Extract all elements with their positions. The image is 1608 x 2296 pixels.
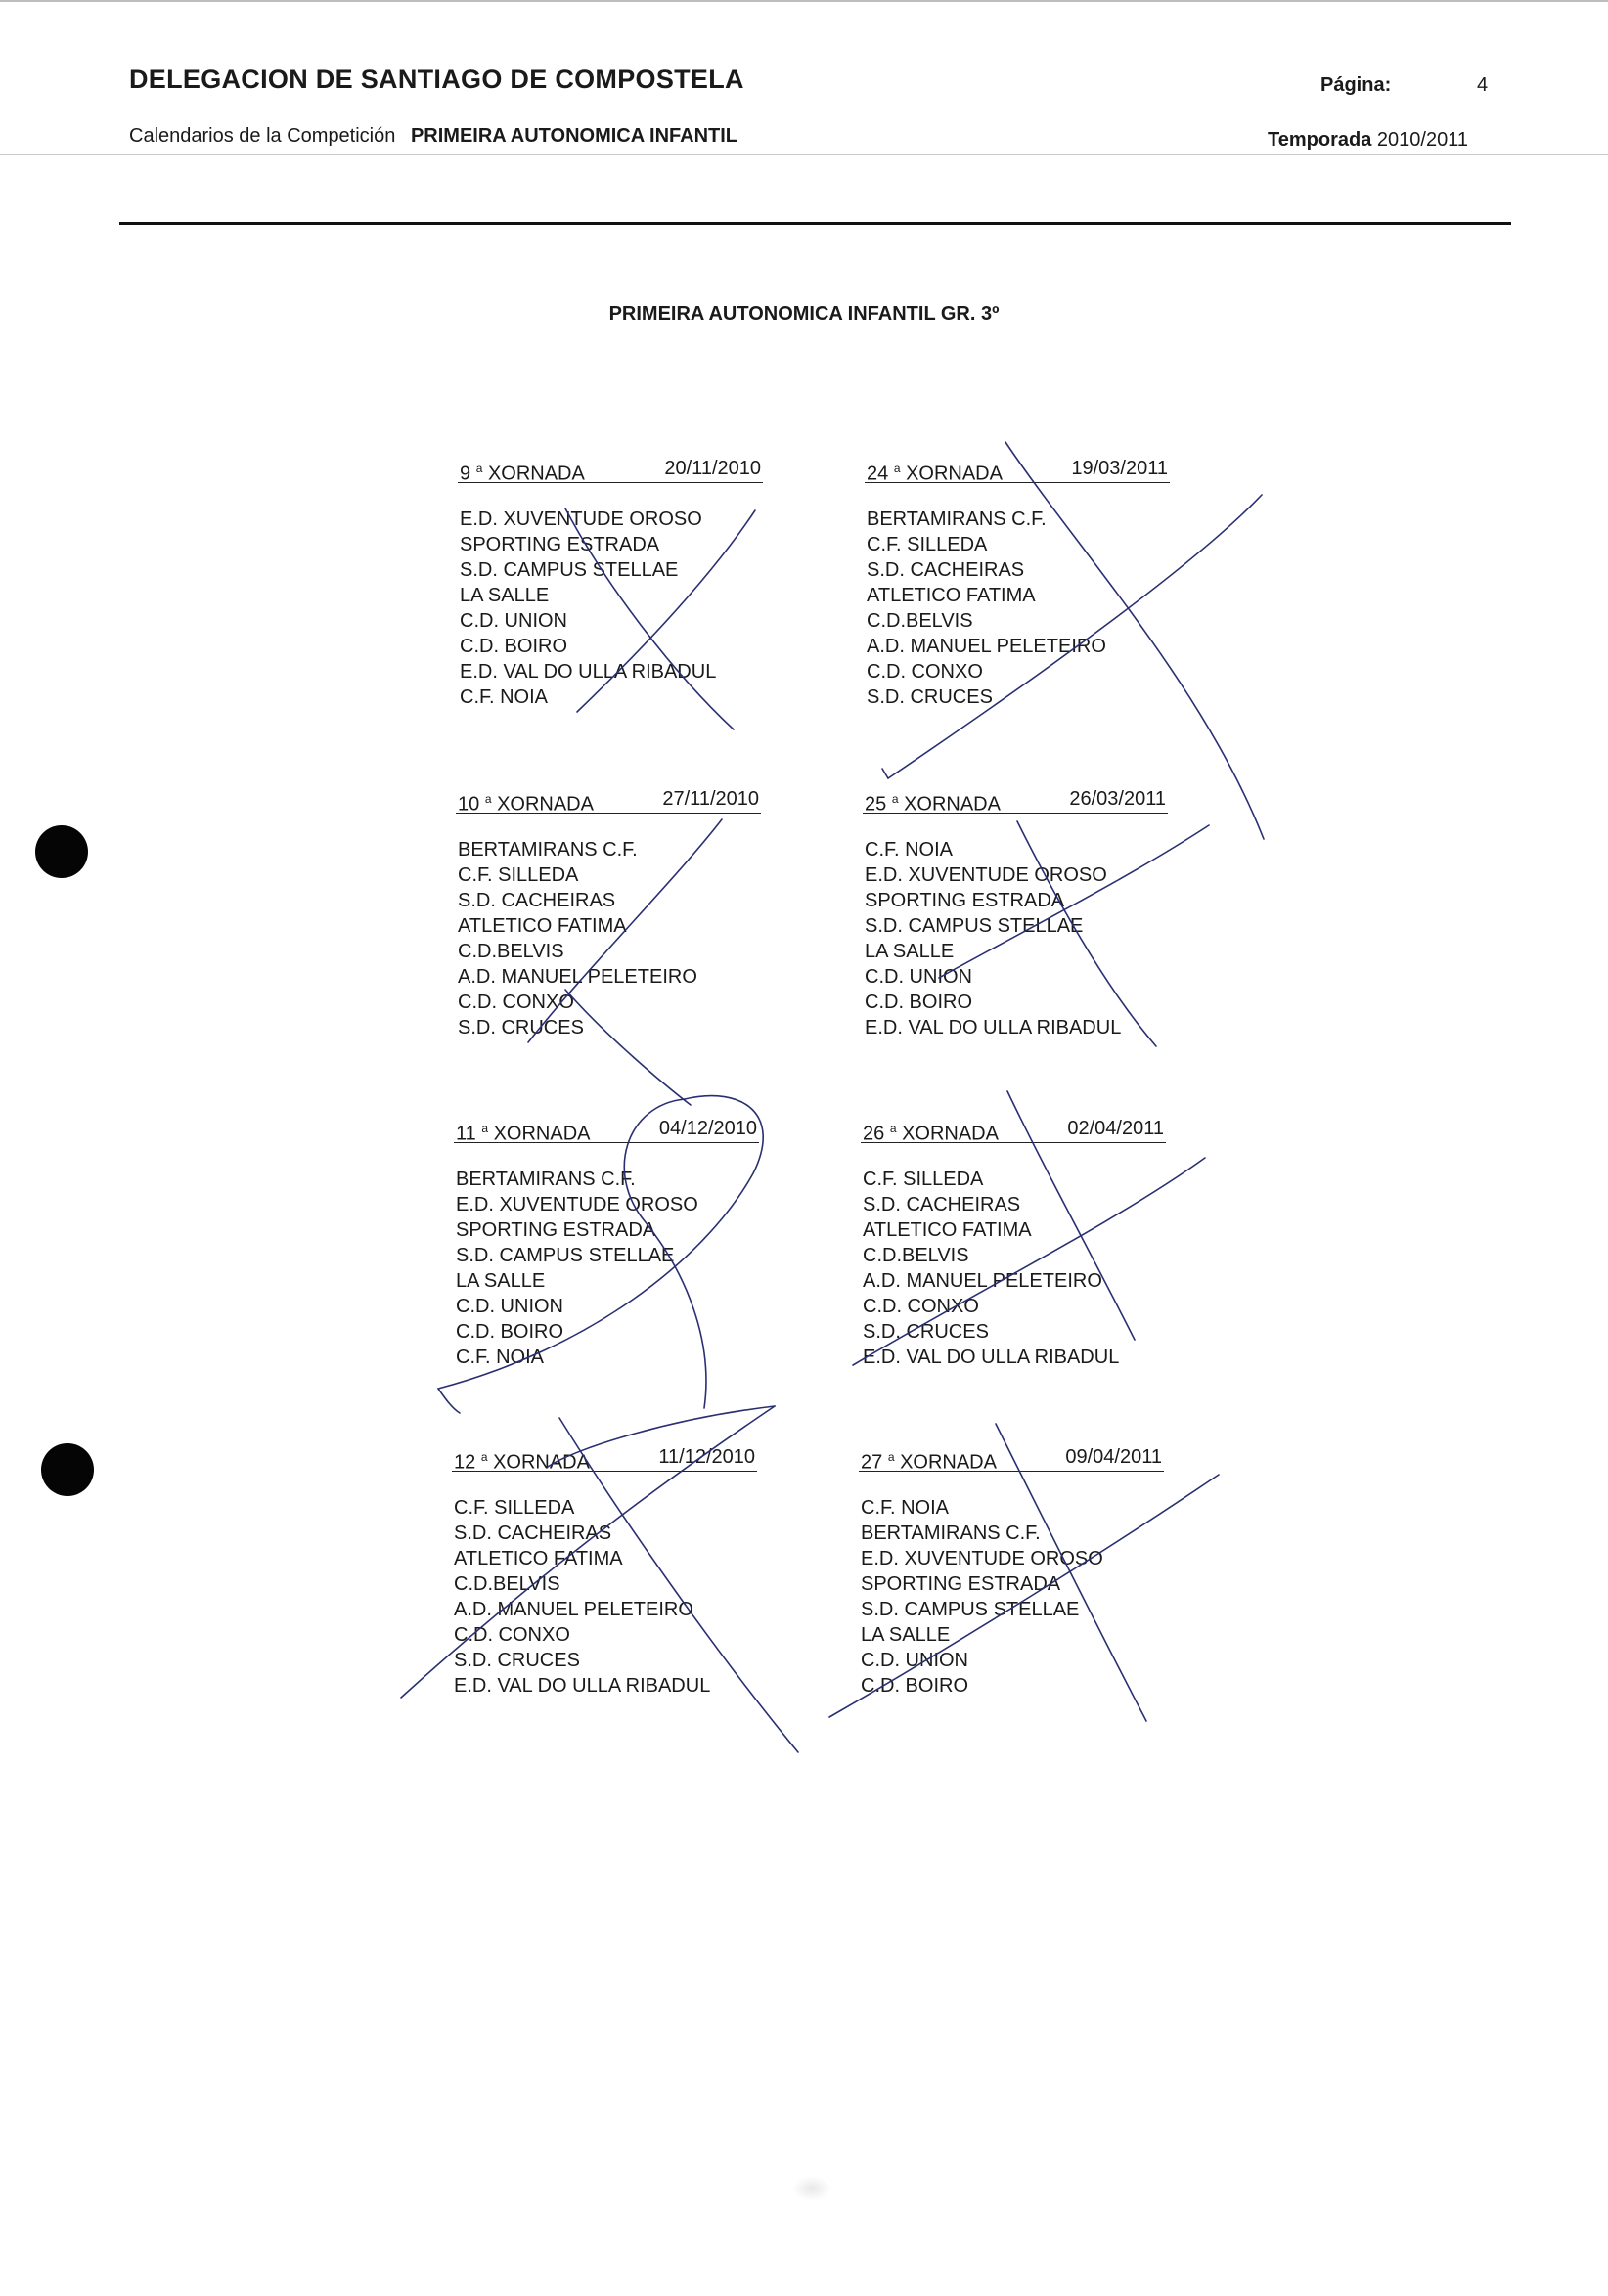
subtitle — [129, 125, 737, 148]
round-title — [460, 456, 585, 485]
team-item: SPORTING ESTRADA — [460, 534, 660, 555]
round-title — [456, 1116, 591, 1145]
round-ordinal: a — [893, 462, 901, 475]
team-item: C.D. UNION — [456, 1296, 563, 1317]
team-item: LA SALLE — [460, 585, 550, 606]
team-item: S.D. CACHEIRAS — [867, 559, 1025, 581]
team-item: S.D. CAMPUS STELLAE — [456, 1245, 675, 1266]
team-item: C.D. CONXO — [454, 1624, 570, 1646]
team-item: BERTAMIRANS C.F. — [458, 839, 638, 861]
team-item: C.F. NOIA — [460, 686, 549, 708]
punch-hole-bottom — [41, 1443, 94, 1496]
team-item: C.D. UNION — [861, 1650, 968, 1671]
team-item: A.D. MANUEL PELETEIRO — [458, 966, 697, 988]
team-item: C.D. BOIRO — [460, 636, 568, 657]
team-item: E.D. VAL DO ULLA RIBADUL — [865, 1017, 1122, 1038]
group-title: PRIMEIRA AUTONOMICA INFANTIL GR. 3º — [608, 303, 1000, 325]
team-list — [456, 837, 761, 1040]
round-title — [458, 786, 594, 816]
cross-stroke — [882, 769, 888, 778]
round-card — [458, 456, 763, 710]
header-divider — [0, 154, 1608, 155]
round-label: XORNADA — [487, 463, 585, 485]
round-number: 25 — [865, 793, 887, 816]
round-header — [452, 1444, 757, 1472]
round-number: 10 — [458, 793, 480, 816]
team-item: C.D. CONXO — [867, 661, 983, 683]
scan-smudge — [792, 2176, 831, 2201]
round-date: 20/11/2010 — [664, 458, 761, 479]
team-item: C.D. CONXO — [458, 992, 574, 1013]
team-list — [458, 507, 763, 710]
team-item: E.D. XUVENTUDE OROSO — [460, 508, 702, 530]
round-title — [863, 1116, 999, 1145]
round-header — [863, 786, 1168, 814]
round-ordinal: a — [887, 1450, 895, 1464]
round-header — [456, 786, 761, 814]
subtitle-label: Calendarios de la Competición — [129, 125, 396, 147]
team-item: SPORTING ESTRADA — [456, 1219, 656, 1241]
round-date: 27/11/2010 — [662, 788, 759, 810]
round-ordinal: a — [889, 1122, 897, 1135]
team-item: C.D.BELVIS — [454, 1573, 560, 1595]
round-title — [454, 1444, 590, 1474]
team-item: C.F. NOIA — [861, 1497, 950, 1519]
team-item: C.D.BELVIS — [863, 1245, 969, 1266]
team-list — [454, 1167, 759, 1370]
competition-name: PRIMEIRA AUTONOMICA INFANTIL — [410, 125, 737, 147]
round-number: 11 — [456, 1123, 476, 1145]
round-number: 9 — [460, 463, 471, 485]
round-number: 24 — [867, 463, 889, 485]
team-item: C.F. SILLEDA — [454, 1497, 575, 1519]
team-item: S.D. CACHEIRAS — [454, 1523, 612, 1544]
team-item: E.D. VAL DO ULLA RIBADUL — [454, 1675, 711, 1697]
team-item: C.D. CONXO — [863, 1296, 979, 1317]
team-item: C.F. NOIA — [865, 839, 954, 861]
round-date: 09/04/2011 — [1065, 1446, 1162, 1468]
round-title — [867, 456, 1003, 485]
page-label: Página: — [1320, 74, 1392, 96]
team-item: E.D. XUVENTUDE OROSO — [861, 1548, 1103, 1569]
round-card — [452, 1444, 757, 1699]
team-item: S.D. CACHEIRAS — [863, 1194, 1021, 1215]
round-date: 02/04/2011 — [1067, 1118, 1164, 1139]
team-item: A.D. MANUEL PELETEIRO — [454, 1599, 693, 1620]
team-item: C.F. NOIA — [456, 1347, 545, 1368]
round-ordinal: a — [891, 792, 899, 806]
team-item: A.D. MANUEL PELETEIRO — [863, 1270, 1102, 1292]
round-card — [861, 1116, 1166, 1370]
team-list — [863, 837, 1168, 1040]
team-item: LA SALLE — [456, 1270, 546, 1292]
page-number: 4 — [1477, 74, 1489, 96]
team-list — [452, 1495, 757, 1699]
team-item: ATLETICO FATIMA — [867, 585, 1036, 606]
round-header — [859, 1444, 1164, 1472]
round-ordinal: a — [480, 1450, 488, 1464]
team-item: C.F. SILLEDA — [867, 534, 988, 555]
round-header — [454, 1116, 759, 1143]
team-list — [859, 1495, 1164, 1699]
team-item: ATLETICO FATIMA — [454, 1548, 623, 1569]
team-item: ATLETICO FATIMA — [863, 1219, 1032, 1241]
delegation-title: DELEGACION DE SANTIAGO DE COMPOSTELA — [129, 65, 744, 94]
team-item: C.D. UNION — [865, 966, 972, 988]
round-ordinal: a — [481, 1122, 489, 1135]
round-header — [865, 456, 1170, 483]
round-card — [863, 786, 1168, 1040]
round-date: 19/03/2011 — [1071, 458, 1168, 479]
round-title — [865, 786, 1001, 816]
team-item: S.D. CRUCES — [454, 1650, 580, 1671]
team-item: SPORTING ESTRADA — [865, 890, 1065, 911]
round-title — [861, 1444, 997, 1474]
team-item: E.D. VAL DO ULLA RIBADUL — [863, 1347, 1120, 1368]
team-item: E.D. VAL DO ULLA RIBADUL — [460, 661, 717, 683]
team-item: BERTAMIRANS C.F. — [861, 1523, 1041, 1544]
team-item: A.D. MANUEL PELETEIRO — [867, 636, 1106, 657]
round-label: XORNADA — [493, 1123, 591, 1145]
team-item: S.D. CACHEIRAS — [458, 890, 616, 911]
punch-hole-top — [35, 825, 88, 878]
team-item: ATLETICO FATIMA — [458, 915, 627, 937]
round-card — [456, 786, 761, 1040]
team-item: S.D. CAMPUS STELLAE — [865, 915, 1084, 937]
season — [1268, 129, 1468, 152]
team-item: S.D. CRUCES — [863, 1321, 989, 1343]
team-item: C.D.BELVIS — [867, 610, 973, 632]
team-item: S.D. CRUCES — [458, 1017, 584, 1038]
round-card — [865, 456, 1170, 710]
team-item: C.D. BOIRO — [865, 992, 973, 1013]
team-item: C.D. BOIRO — [456, 1321, 564, 1343]
team-item: E.D. XUVENTUDE OROSO — [456, 1194, 698, 1215]
team-list — [861, 1167, 1166, 1370]
round-label: XORNADA — [900, 1451, 997, 1474]
round-date: 04/12/2010 — [658, 1118, 757, 1139]
team-item: C.D. UNION — [460, 610, 567, 632]
round-header — [458, 456, 763, 483]
season-label: Temporada — [1268, 129, 1372, 151]
round-label: XORNADA — [904, 793, 1001, 816]
top-border — [0, 0, 1608, 2]
round-date: 26/03/2011 — [1069, 788, 1166, 810]
round-ordinal: a — [484, 792, 492, 806]
team-item: BERTAMIRANS C.F. — [867, 508, 1047, 530]
season-value: 2010/2011 — [1376, 129, 1468, 151]
round-label: XORNADA — [493, 1451, 590, 1474]
round-header — [861, 1116, 1166, 1143]
team-item: C.F. SILLEDA — [863, 1169, 984, 1190]
round-card — [859, 1444, 1164, 1699]
round-label: XORNADA — [906, 463, 1003, 485]
team-item: BERTAMIRANS C.F. — [456, 1169, 636, 1190]
team-item: SPORTING ESTRADA — [861, 1573, 1061, 1595]
round-number: 12 — [454, 1451, 476, 1474]
round-ordinal: a — [475, 462, 483, 475]
team-item: LA SALLE — [861, 1624, 951, 1646]
team-item: S.D. CAMPUS STELLAE — [460, 559, 679, 581]
team-list — [865, 507, 1170, 710]
team-item: E.D. XUVENTUDE OROSO — [865, 864, 1107, 886]
round-number: 27 — [861, 1451, 883, 1474]
round-number: 26 — [863, 1123, 885, 1145]
team-item: C.D. BOIRO — [861, 1675, 969, 1697]
team-item: LA SALLE — [865, 941, 955, 962]
round-label: XORNADA — [902, 1123, 999, 1145]
round-card — [454, 1116, 759, 1370]
round-label: XORNADA — [497, 793, 594, 816]
team-item: C.D.BELVIS — [458, 941, 564, 962]
team-item: S.D. CAMPUS STELLAE — [861, 1599, 1080, 1620]
header-rule — [119, 222, 1511, 225]
team-item: C.F. SILLEDA — [458, 864, 579, 886]
team-item: S.D. CRUCES — [867, 686, 993, 708]
round-date: 11/12/2010 — [658, 1446, 755, 1468]
